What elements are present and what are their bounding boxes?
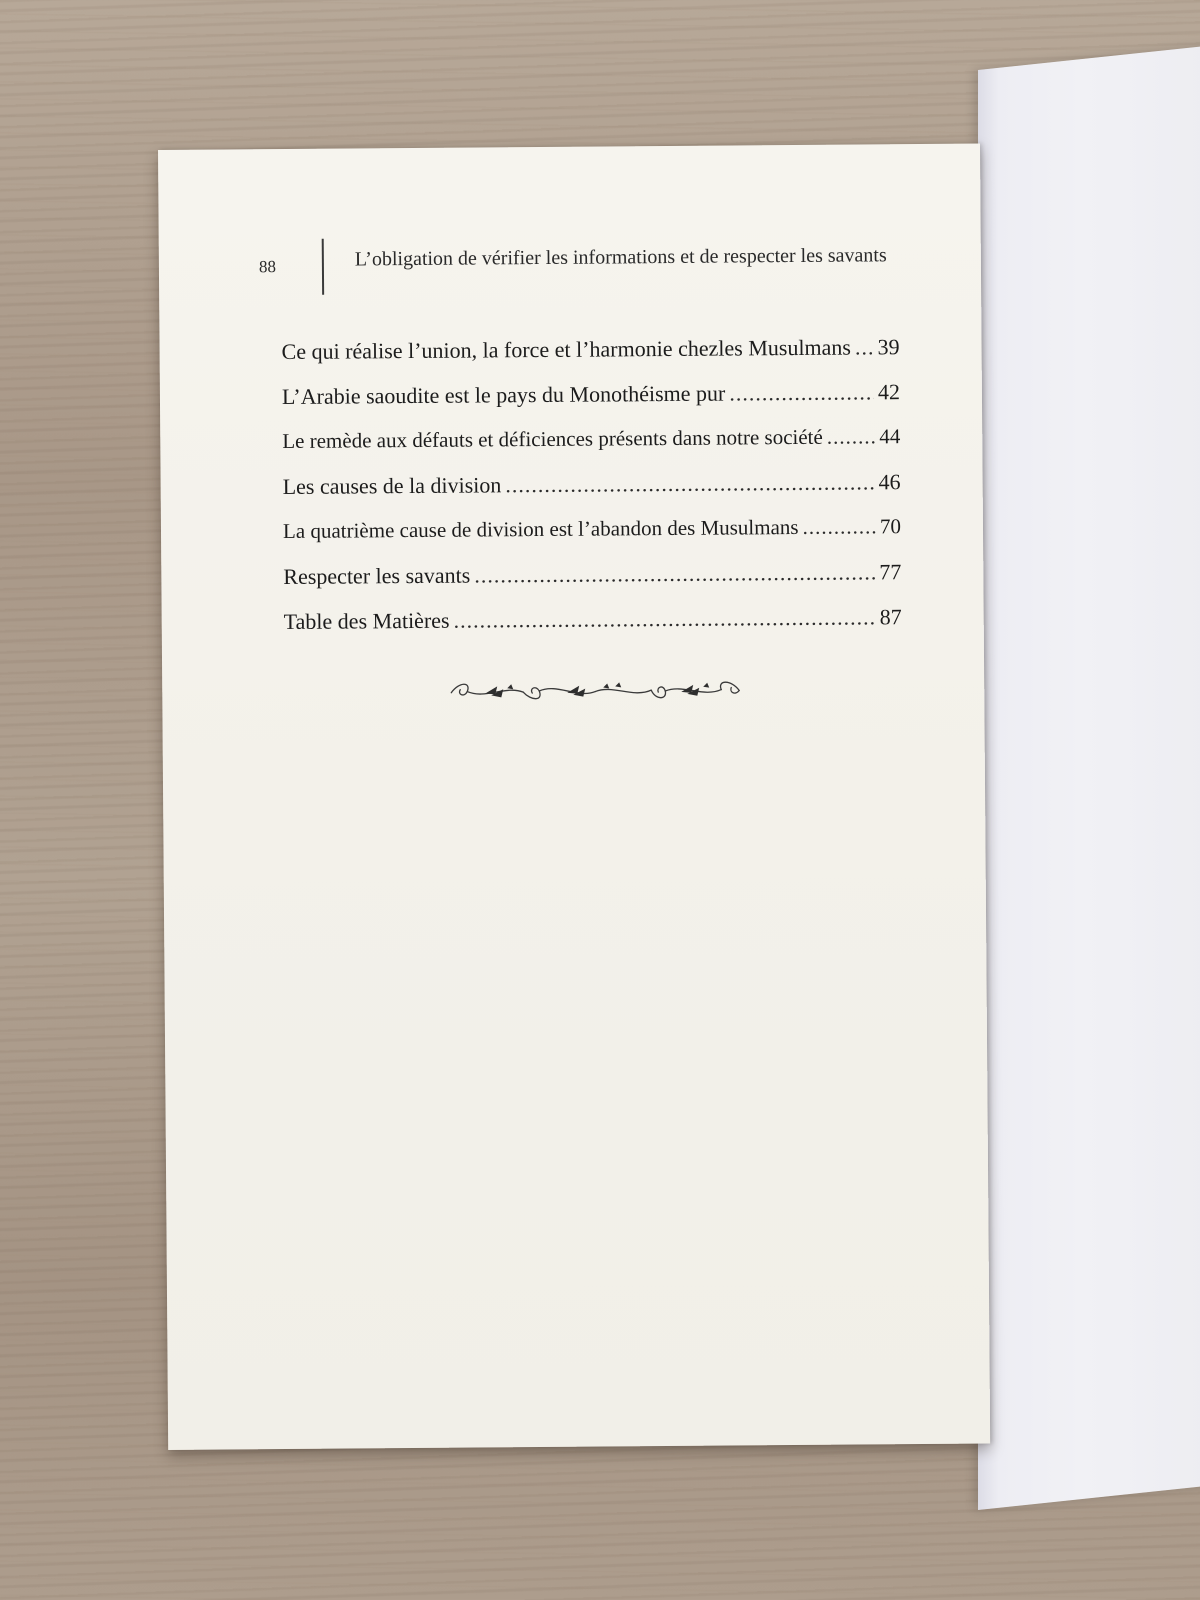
toc-entry-page: 77 xyxy=(879,559,902,585)
toc-leader-dots xyxy=(505,469,874,498)
toc-leader-dots xyxy=(827,424,876,449)
toc-leader-dots xyxy=(802,514,876,540)
toc-entry-title: Le remède aux défauts et déficiences présents dans notre société xyxy=(282,424,823,454)
toc-entry-page: 70 xyxy=(879,514,902,539)
toc-entry xyxy=(283,469,901,519)
toc-entry xyxy=(281,334,899,384)
running-title: L’obligation de vérifier les informations et de respecter les savants xyxy=(354,244,887,271)
toc-entry-title: Ce qui réalise l’union, la force et l’harmonie chezles Musulmans xyxy=(281,334,852,365)
page-number: 88 xyxy=(258,257,276,277)
toc-leader-dots xyxy=(453,604,875,633)
toc-entry-page: 44 xyxy=(879,424,901,449)
toc-entry-page: 39 xyxy=(877,334,900,360)
toc-entry-title: Les causes de la division xyxy=(282,472,502,500)
toc-entry xyxy=(282,379,900,429)
toc-entry-title: Table des Matières xyxy=(283,607,450,635)
floral-vine-ornament-icon xyxy=(445,675,745,707)
book-page xyxy=(158,144,990,1450)
toc-entry-page: 42 xyxy=(877,379,901,405)
header-divider xyxy=(322,239,324,295)
toc-leader-dots xyxy=(729,379,874,406)
toc-leader-dots xyxy=(474,559,875,588)
toc-entry xyxy=(282,424,900,474)
toc-entry-title: L’Arabie saoudite est le pays du Monothéisme pur xyxy=(281,380,726,410)
toc-entry-title: La quatrième cause de division est l’abandon des Musulmans xyxy=(282,514,799,544)
table-of-contents xyxy=(281,334,901,654)
facing-page xyxy=(978,43,1200,1510)
toc-entry xyxy=(283,514,901,564)
toc-entry-title: Respecter les savants xyxy=(283,562,471,590)
toc-entry-page: 46 xyxy=(878,469,901,495)
toc-entry-page: 87 xyxy=(879,604,902,630)
toc-entry xyxy=(284,604,902,654)
toc-entry xyxy=(283,559,901,609)
page-header xyxy=(159,234,981,300)
toc-leader-dots xyxy=(855,334,874,360)
